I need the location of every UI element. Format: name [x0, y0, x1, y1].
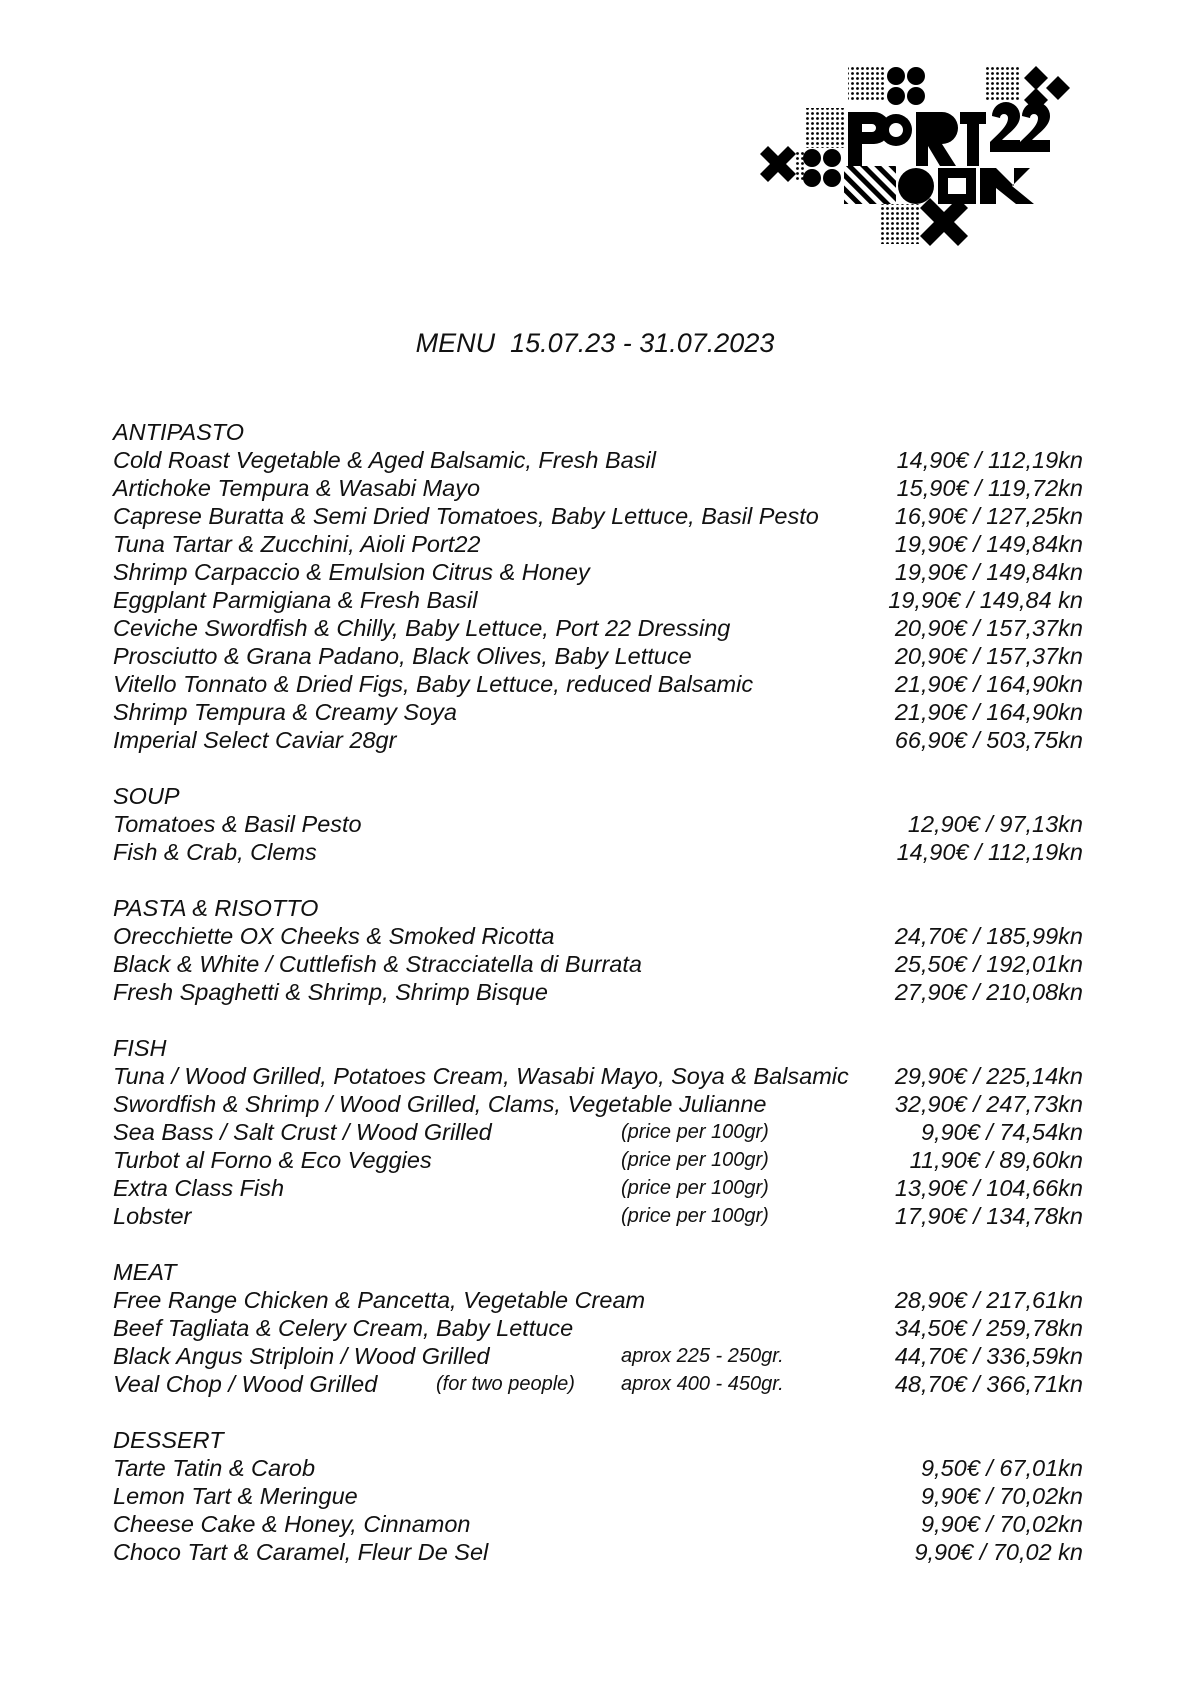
menu-item — [113, 1538, 1083, 1566]
menu-item — [113, 698, 1083, 726]
dish-name: Swordfish & Shrimp / Wood Grilled, Clams, Vegetable Julianne — [113, 1091, 767, 1117]
dish-name: Tarte Tatin & Carob — [113, 1455, 316, 1481]
dish-price: 11,90€ / 89,60kn — [909, 1147, 1083, 1173]
dish-price: 20,90€ / 157,37kn — [894, 615, 1083, 641]
menu-list — [113, 418, 1083, 1594]
menu-item — [113, 1510, 1083, 1538]
dish-name: Vitello Tonnato & Dried Figs, Baby Lettuce, reduced Balsamic — [113, 671, 754, 697]
dish-price: 28,90€ / 217,61kn — [894, 1287, 1083, 1313]
dish-name: Turbot al Forno & Eco Veggies — [113, 1147, 432, 1173]
dish-name: Tomatoes & Basil Pesto — [113, 811, 362, 837]
menu-item — [113, 1090, 1083, 1118]
dish-name: Imperial Select Caviar 28gr — [113, 727, 397, 753]
dish-note: (price per 100gr) — [621, 1177, 769, 1199]
dish-note: aprox 225 - 250gr. — [621, 1345, 784, 1367]
menu-item — [113, 838, 1083, 866]
dish-name: Free Range Chicken & Pancetta, Vegetable Cream — [113, 1287, 646, 1313]
section-title: SOUP — [113, 783, 180, 809]
dish-name: Eggplant Parmigiana & Fresh Basil — [113, 587, 478, 613]
dish-name: Cheese Cake & Honey, Cinnamon — [113, 1511, 471, 1537]
menu-item — [113, 1314, 1083, 1342]
dish-note: (price per 100gr) — [621, 1121, 769, 1143]
dish-price: 21,90€ / 164,90kn — [894, 699, 1083, 725]
menu-section-antipasto — [113, 418, 1083, 754]
dish-price: 24,70€ / 185,99kn — [894, 923, 1083, 949]
dish-name: Prosciutto & Grana Padano, Black Olives, Baby Lettuce — [113, 643, 692, 669]
section-title: MEAT — [113, 1259, 177, 1285]
section-title: FISH — [113, 1035, 167, 1061]
dish-price: 15,90€ / 119,72kn — [896, 475, 1083, 501]
section-title: ANTIPASTO — [113, 419, 245, 445]
section-title: PASTA & RISOTTO — [113, 895, 319, 921]
dish-price: 19,90€ / 149,84kn — [894, 559, 1083, 585]
menu-item — [113, 922, 1083, 950]
menu-item — [113, 474, 1083, 502]
dish-name: Extra Class Fish — [113, 1175, 285, 1201]
menu-section-pasta-risotto — [113, 894, 1083, 1006]
menu-title: MENU 15.07.23 - 31.07.2023 — [415, 328, 775, 358]
menu-item — [113, 1118, 1083, 1146]
dish-name: Cold Roast Vegetable & Aged Balsamic, Fresh Basil — [113, 447, 656, 473]
menu-item — [113, 614, 1083, 642]
menu-item — [113, 810, 1083, 838]
menu-item — [113, 530, 1083, 558]
dish-price: 29,90€ / 225,14kn — [894, 1063, 1083, 1089]
menu-item — [113, 1202, 1083, 1230]
dish-name: Artichoke Tempura & Wasabi Mayo — [113, 475, 481, 501]
dish-price: 14,90€ / 112,19kn — [896, 839, 1083, 865]
menu-item — [113, 1342, 1083, 1370]
dish-name: Choco Tart & Caramel, Fleur De Sel — [113, 1539, 489, 1565]
dish-name: Black & White / Cuttlefish & Stracciatella di Burrata — [113, 951, 642, 977]
dish-extra: (for two people) — [436, 1373, 575, 1395]
menu-item — [113, 642, 1083, 670]
menu-item — [113, 978, 1083, 1006]
dish-price: 32,90€ / 247,73kn — [894, 1091, 1083, 1117]
menu-item — [113, 950, 1083, 978]
dish-name: Caprese Buratta & Semi Dried Tomatoes, Baby Lettuce, Basil Pesto — [113, 503, 819, 529]
menu-section-dessert — [113, 1426, 1083, 1566]
dish-price: 9,90€ / 70,02 kn — [914, 1539, 1083, 1565]
dish-name: Veal Chop / Wood Grilled — [113, 1371, 378, 1397]
dish-price: 17,90€ / 134,78kn — [894, 1203, 1083, 1229]
menu-item — [113, 1370, 1083, 1398]
menu-section-fish — [113, 1034, 1083, 1230]
dish-price: 21,90€ / 164,90kn — [894, 671, 1083, 697]
menu-item — [113, 1146, 1083, 1174]
dish-note: (price per 100gr) — [621, 1149, 769, 1171]
dish-price: 25,50€ / 192,01kn — [894, 951, 1083, 977]
dish-name: Ceviche Swordfish & Chilly, Baby Lettuce, Port 22 Dressing — [113, 615, 731, 641]
dish-name: Lobster — [113, 1203, 192, 1229]
dish-price: 19,90€ / 149,84 kn — [888, 587, 1083, 613]
dish-price: 16,90€ / 127,25kn — [894, 503, 1083, 529]
dish-price: 48,70€ / 366,71kn — [894, 1371, 1083, 1397]
dish-name: Tuna / Wood Grilled, Potatoes Cream, Wasabi Mayo, Soya & Balsamic — [113, 1063, 849, 1089]
dish-name: Lemon Tart & Meringue — [113, 1483, 358, 1509]
menu-item — [113, 446, 1083, 474]
dish-name: Tuna Tartar & Zucchini, Aioli Port22 — [113, 531, 481, 557]
dish-price: 9,50€ / 67,01kn — [920, 1455, 1083, 1481]
dish-name: Sea Bass / Salt Crust / Wood Grilled — [113, 1119, 492, 1145]
dish-price: 13,90€ / 104,66kn — [894, 1175, 1083, 1201]
menu-item — [113, 1454, 1083, 1482]
menu-item — [113, 726, 1083, 754]
dish-name: Shrimp Tempura & Creamy Soya — [113, 699, 457, 725]
port22-logo — [760, 66, 1080, 266]
dish-price: 20,90€ / 157,37kn — [894, 643, 1083, 669]
menu-item — [113, 1286, 1083, 1314]
dish-price: 12,90€ / 97,13kn — [907, 811, 1083, 837]
dish-note: (price per 100gr) — [621, 1205, 769, 1227]
dish-price: 19,90€ / 149,84kn — [894, 531, 1083, 557]
dish-name: Fresh Spaghetti & Shrimp, Shrimp Bisque — [113, 979, 548, 1005]
dish-name: Orecchiette OX Cheeks & Smoked Ricotta — [113, 923, 555, 949]
menu-item — [113, 586, 1083, 614]
menu-section-meat — [113, 1258, 1083, 1398]
menu-item — [113, 558, 1083, 586]
dish-price: 9,90€ / 70,02kn — [920, 1511, 1083, 1537]
dish-name: Shrimp Carpaccio & Emulsion Citrus & Honey — [113, 559, 590, 585]
menu-item — [113, 502, 1083, 530]
menu-item — [113, 1062, 1083, 1090]
menu-item — [113, 1174, 1083, 1202]
menu-section-soup — [113, 782, 1083, 866]
dish-price: 44,70€ / 336,59kn — [894, 1343, 1083, 1369]
dish-name: Beef Tagliata & Celery Cream, Baby Lettuce — [113, 1315, 574, 1341]
dish-name: Fish & Crab, Clems — [113, 839, 317, 865]
dish-price: 14,90€ / 112,19kn — [896, 447, 1083, 473]
dish-note: aprox 400 - 450gr. — [621, 1373, 784, 1395]
dish-price: 9,90€ / 70,02kn — [920, 1483, 1083, 1509]
dish-price: 9,90€ / 74,54kn — [920, 1119, 1083, 1145]
dish-price: 27,90€ / 210,08kn — [894, 979, 1083, 1005]
dish-name: Black Angus Striploin / Wood Grilled — [113, 1343, 490, 1369]
menu-item — [113, 1482, 1083, 1510]
menu-item — [113, 670, 1083, 698]
section-title: DESSERT — [113, 1427, 224, 1453]
dish-price: 34,50€ / 259,78kn — [894, 1315, 1083, 1341]
dish-price: 66,90€ / 503,75kn — [894, 727, 1083, 753]
